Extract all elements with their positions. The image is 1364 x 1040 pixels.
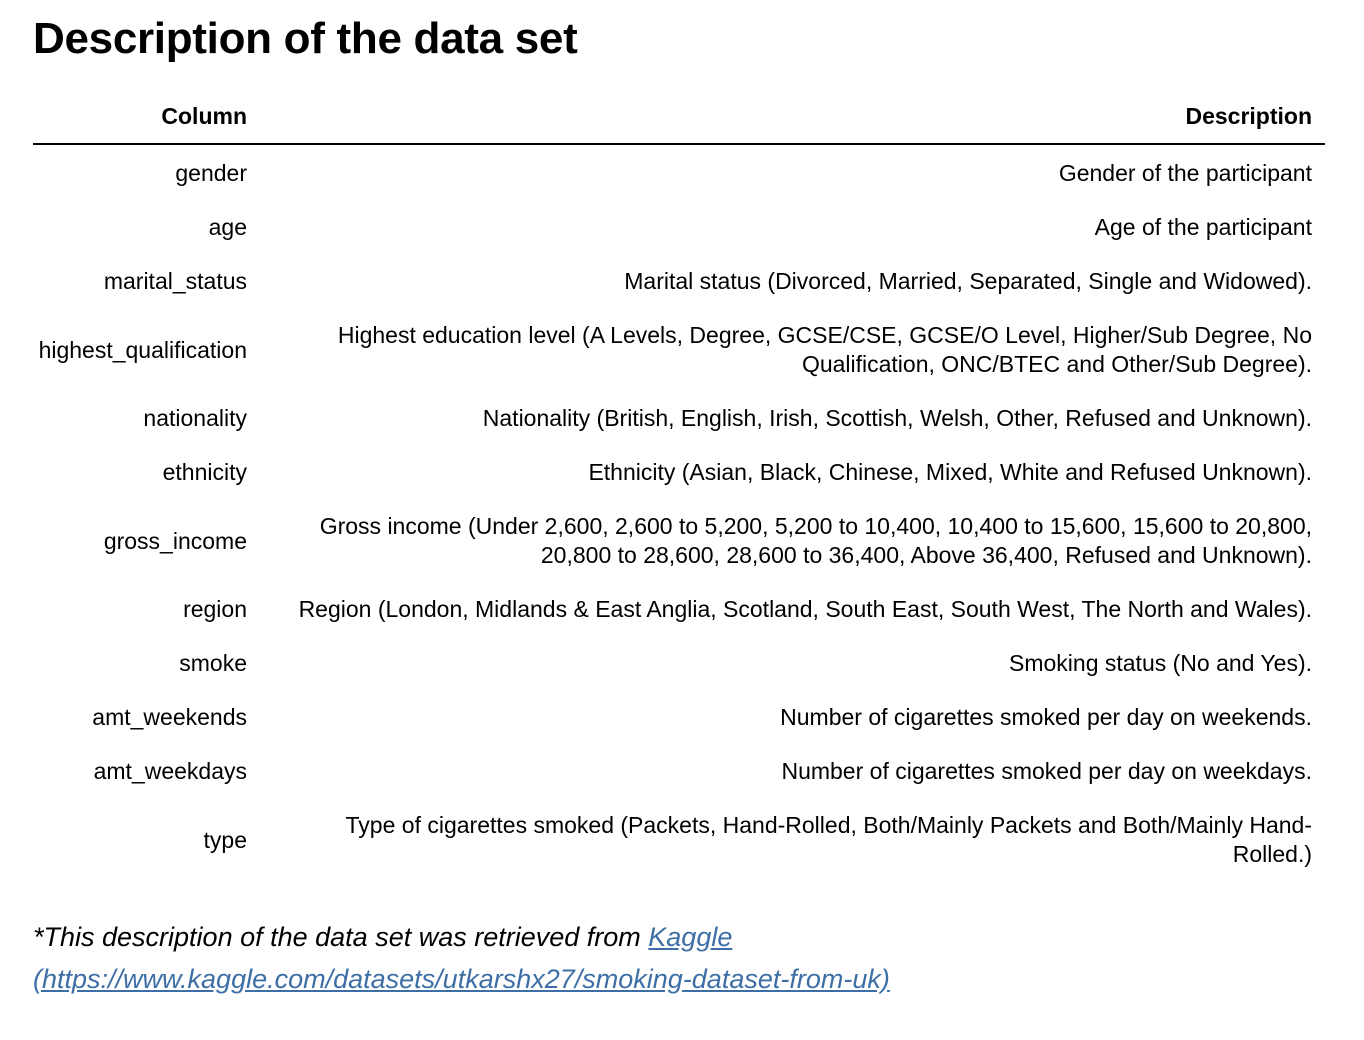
description-cell: Gender of the participant (1058, 160, 1312, 186)
column-name-cell: ethnicity (162, 459, 247, 485)
description-cell: Marital status (Divorced, Married, Separated, Single and Widowed). (624, 268, 1312, 294)
description-cell: Smoking status (No and Yes). (1009, 650, 1312, 676)
column-name-cell: marital_status (103, 268, 247, 294)
kaggle-url-link[interactable]: (https://www.kaggle.com/datasets/utkarshx27/smoking-dataset-from-uk) (33, 964, 890, 994)
table-row (33, 392, 1325, 446)
column-name-cell: nationality (143, 405, 247, 431)
table-row (33, 201, 1325, 255)
column-header-column: Column (33, 102, 260, 144)
table-row (33, 500, 1325, 583)
table-header-row (33, 102, 1325, 144)
data-description-table (33, 102, 1325, 882)
description-cell: Ethnicity (Asian, Black, Chinese, Mixed, White and Refused Unknown). (588, 459, 1312, 485)
page (33, 0, 1325, 1027)
column-header-description: Description (260, 102, 1325, 144)
table-row (33, 255, 1325, 309)
table-row (33, 799, 1325, 882)
table-row (33, 583, 1325, 637)
column-name-cell: type (203, 826, 247, 853)
column-name-cell: highest_qualification (38, 336, 247, 363)
description-cell: Age of the participant (1094, 214, 1312, 240)
description-cell: Highest education level (A Levels, Degree, GCSE/CSE, GCSE/O Level, Higher/Sub Degree, No Qualification, ONC/BTEC and Other/Sub Degree). (337, 322, 1312, 377)
table-row (33, 144, 1325, 201)
table-row (33, 745, 1325, 799)
table-row (33, 446, 1325, 500)
page-title: Description of the data set (33, 14, 578, 63)
column-name-cell: region (183, 596, 247, 622)
table-row (33, 637, 1325, 691)
source-note-text: *This description of the data set was retrieved from (33, 922, 649, 952)
column-name-cell: amt_weekends (92, 704, 247, 730)
column-name-cell: smoke (179, 650, 247, 676)
description-cell: Region (London, Midlands & East Anglia, Scotland, South East, South West, The North and Wales). (298, 596, 1312, 622)
table-row (33, 691, 1325, 745)
column-name-cell: age (208, 214, 247, 240)
column-name-cell: amt_weekdays (93, 758, 247, 784)
column-name-cell: gender (175, 160, 247, 186)
table-row (33, 309, 1325, 392)
kaggle-link[interactable]: Kaggle (648, 922, 733, 952)
source-note (33, 916, 1133, 1000)
description-cell: Number of cigarettes smoked per day on weekends. (780, 704, 1312, 730)
description-cell: Nationality (British, English, Irish, Scottish, Welsh, Other, Refused and Unknown). (482, 405, 1312, 431)
description-cell: Type of cigarettes smoked (Packets, Hand-Rolled, Both/Mainly Packets and Both/Mainly Hand-Rolled.) (345, 812, 1312, 867)
column-name-cell: gross_income (103, 527, 247, 554)
description-cell: Number of cigarettes smoked per day on weekdays. (781, 758, 1312, 784)
description-cell: Gross income (Under 2,600, 2,600 to 5,200, 5,200 to 10,400, 10,400 to 15,600, 15,600 to 20,800, 20,800 to 28,600, 28,600 to 36,400, Above 36,400, Refused and Unknown). (319, 513, 1312, 568)
